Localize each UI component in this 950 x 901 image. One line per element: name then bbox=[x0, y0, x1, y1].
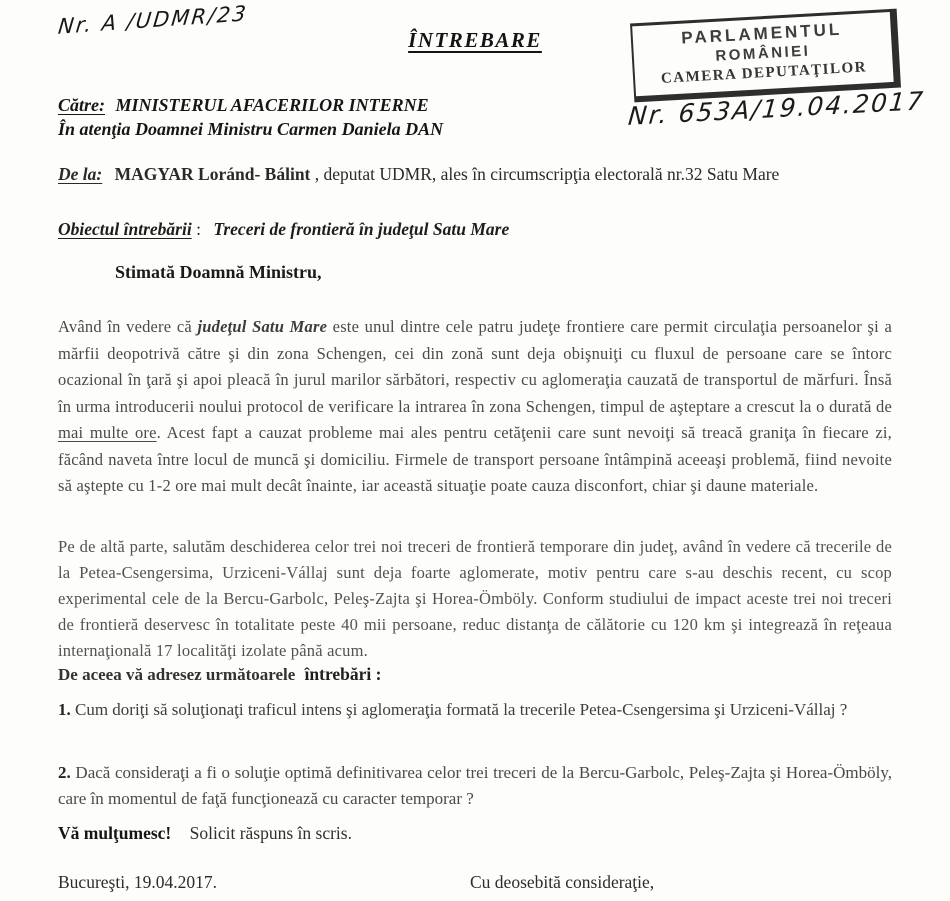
stamp-line-parlamentul: PARLAMENTUL bbox=[680, 19, 843, 48]
subject-label: Obiectul întrebării bbox=[58, 219, 192, 239]
closing-request: Solicit răspuns în scris. bbox=[189, 823, 352, 843]
recipient-attention: În atenţia Doamnei Ministru Carmen Daniela DAN bbox=[58, 119, 444, 139]
question-2 bbox=[58, 760, 892, 812]
question-2-number: 2. bbox=[58, 763, 71, 782]
closing-thanks: Vă mulţumesc! bbox=[58, 823, 172, 843]
sender-description: , deputat UDMR, ales în circumscripţia electorală nr.32 Satu Mare bbox=[314, 164, 780, 184]
question-2-text: Dacă consideraţi a fi o soluţie optimă definitivarea celor trei treceri de la Bercu-Garbolc, Peleş-Zajta şi Horea-Ömböly, care în momentul de faţă funcţionează cu caracter temporar ? bbox=[58, 763, 892, 808]
body-paragraph-2: Pe de altă parte, salutăm deschiderea celor trei noi treceri de frontieră temporare din judeţ, având în vedere că trecerile de la Petea-Csengersima, Urziceni-Vállaj sunt deja foarte aglomerate, motiv pentru care s-au deschis recent, cu scop experimental cele de la Bercu-Garbolc, Peleş-Zajta şi Horea-Ömböly. Conform studiului de impact aceste trei noi treceri de frontieră deservesc în totalitate peste 40 mii persoane, reduc distanţa de călătorie cu 120 km şi integrează în reţeaua internaţională 17 localităţi izolate până acum. bbox=[58, 537, 892, 660]
recipient-name: MINISTERUL AFACERILOR INTERNE bbox=[115, 95, 429, 115]
para1-underlined-mai-multe-ore: mai multe ore bbox=[58, 423, 157, 442]
questions-intro-text: De aceea vă adresez următoarele bbox=[58, 665, 296, 684]
questions-intro bbox=[58, 664, 892, 685]
questions-intro-emphasis: întrebări : bbox=[304, 664, 382, 684]
footer bbox=[58, 872, 892, 893]
registry-stamp bbox=[630, 9, 901, 103]
sender-label: De la: bbox=[58, 164, 103, 184]
closing-line bbox=[58, 823, 892, 844]
subject-value: Treceri de frontieră în judeţul Satu Mare bbox=[213, 219, 510, 239]
para1-text-a: Având în vedere că bbox=[58, 317, 198, 336]
para1-emphasis-judetul-satu-mare: judeţul Satu Mare bbox=[197, 317, 328, 336]
para1-text-c: . Acest fapt a cauzat probleme mai ales pentru cetăţenii care sunt nevoiţi să treacă graniţa în fiecare zi, făcând naveta între locul de muncă şi domiciliu. Firmele de transport persoane întâmpină aceeaşi problemă, fiind nevoite să aştepte cu 1-2 ore mai mult decât înainte, iar această situaţie poate cauza disconfort, chiar şi daune materiale. bbox=[58, 423, 892, 495]
sender-block bbox=[58, 164, 892, 185]
question-1-number: 1. bbox=[58, 700, 71, 719]
handwritten-reference: Nr. A /UDMR/23 bbox=[56, 1, 249, 39]
sender-name: MAGYAR Loránd- Bálint bbox=[114, 164, 311, 184]
body-paragraph-1 bbox=[58, 314, 892, 500]
question-1 bbox=[58, 697, 892, 723]
para1-text-b: este unul dintre cele patru judeţe frontiere care permit circulaţia persoanelor şi a mărfii deopotrivă către şi din zona Schengen, cei din zonă sunt deja obişnuiţi cu fluxul de persoane care se întorc ocazional în ţară şi apoi pleacă în jurul marilor sărbători, respectiv cu aglomeraţia cauzată de transportul de mărfuri. Însă în urma introducerii noului protocol de verificare la intrarea în zona Schengen, timpul de aşteptare a crescut la o durată de bbox=[58, 317, 893, 416]
handwritten-registration-number: Nr. 653A/19.04.2017 bbox=[626, 86, 927, 131]
subject-colon: : bbox=[191, 219, 201, 239]
salutation: Stimată Doamnă Ministru, bbox=[115, 262, 322, 282]
recipient-block bbox=[58, 93, 892, 141]
stamp-line-camera-deputatilor: CAMERA DEPUTAŢILOR bbox=[660, 59, 868, 87]
subject-block bbox=[58, 219, 892, 240]
recipient-label: Către: bbox=[58, 95, 105, 115]
footer-signoff: Cu deosebită consideraţie, bbox=[470, 872, 655, 892]
question-1-text: Cum doriţi să soluţionaţi traficul intens şi aglomeraţia formată la trecerile Petea-Csengersima şi Urziceni-Vállaj ? bbox=[70, 700, 848, 719]
stamp-line-romaniei: ROMÂNIEI bbox=[714, 42, 811, 65]
footer-place-date: Bucureşti, 19.04.2017. bbox=[58, 872, 217, 892]
recipient-line bbox=[58, 93, 892, 117]
document-title: ÎNTREBARE bbox=[408, 28, 542, 52]
